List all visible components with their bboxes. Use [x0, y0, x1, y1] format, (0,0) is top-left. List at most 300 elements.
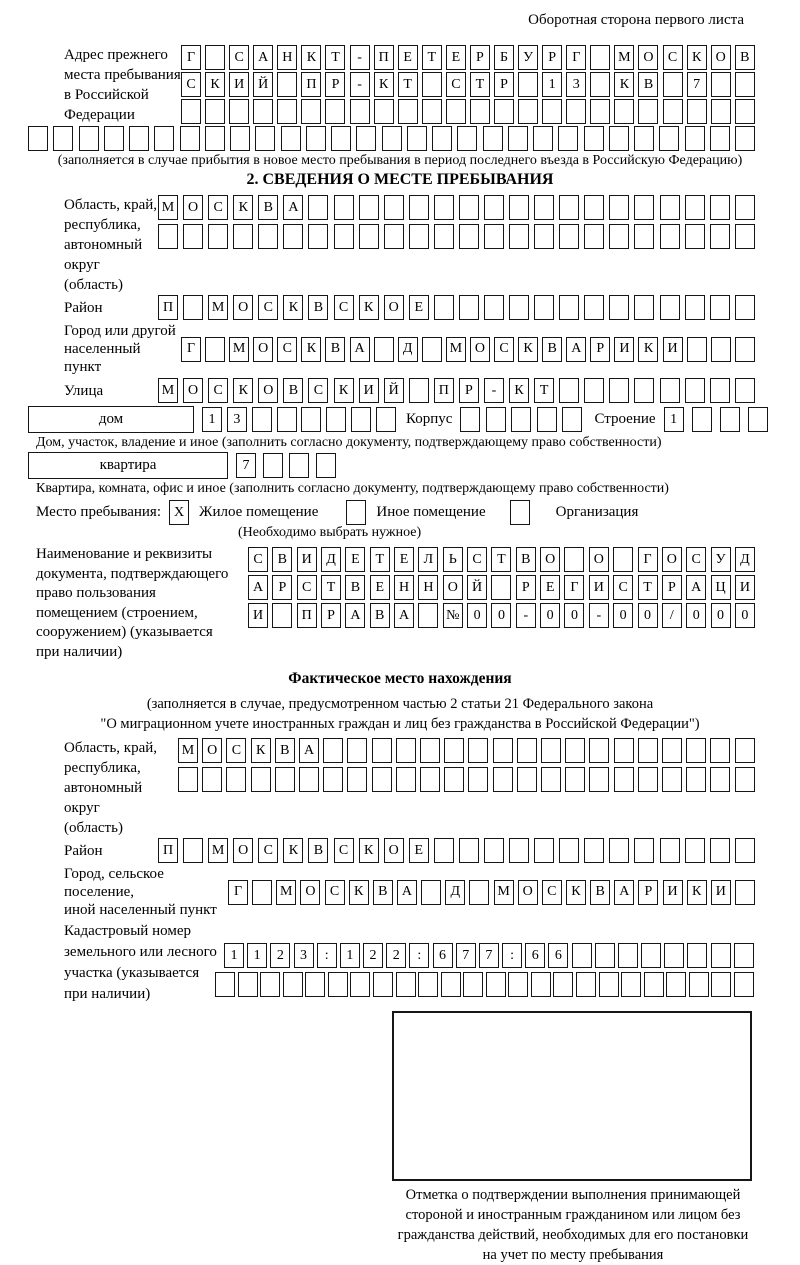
- char-cell: К: [509, 378, 529, 403]
- char-cell: [493, 767, 513, 792]
- char-cell: [541, 738, 561, 763]
- char-cell: В: [542, 337, 562, 362]
- char-cell: [621, 972, 641, 997]
- char-cell: Р: [325, 72, 345, 97]
- char-cell: А: [394, 603, 414, 628]
- cadastral-rows: [224, 921, 754, 1005]
- char-cell: К: [334, 378, 354, 403]
- label-line: при наличии): [64, 986, 151, 1002]
- label-line: автономный: [64, 237, 143, 253]
- char-cell: 6: [525, 943, 545, 968]
- char-cell: И: [614, 337, 634, 362]
- char-cell: У: [711, 547, 731, 572]
- char-cell: [205, 99, 225, 124]
- char-cell: [662, 738, 682, 763]
- label-line: право пользования: [36, 585, 156, 601]
- char-cell: Й: [467, 575, 487, 600]
- char-cell: [541, 767, 561, 792]
- char-cell: Е: [409, 838, 429, 863]
- label-line: Федерации: [64, 107, 135, 123]
- char-cell: О: [384, 838, 404, 863]
- prev-address-row-2: [181, 72, 755, 97]
- house-row: [28, 406, 800, 433]
- district-boxes: [158, 295, 755, 320]
- char-cell: [584, 838, 604, 863]
- char-cell: [351, 407, 371, 432]
- char-cell: [283, 224, 303, 249]
- char-cell: С: [334, 838, 354, 863]
- char-cell: Р: [470, 45, 490, 70]
- label-line: иной населенный пункт: [64, 902, 217, 918]
- char-cell: 6: [433, 943, 453, 968]
- char-cell: М: [446, 337, 466, 362]
- char-cell: [486, 407, 506, 432]
- char-cell: [301, 407, 321, 432]
- char-cell: [484, 295, 504, 320]
- char-cell: [685, 195, 705, 220]
- char-cell: О: [662, 547, 682, 572]
- char-cell: [509, 838, 529, 863]
- char-cell: В: [516, 547, 536, 572]
- char-cell: О: [233, 838, 253, 863]
- char-cell: П: [301, 72, 321, 97]
- char-cell: :: [502, 943, 522, 968]
- char-cell: К: [359, 838, 379, 863]
- char-cell: [710, 224, 730, 249]
- char-cell: [305, 972, 325, 997]
- char-cell: [710, 738, 730, 763]
- char-cell: [233, 224, 253, 249]
- char-cell: В: [325, 337, 345, 362]
- char-cell: [566, 99, 586, 124]
- char-cell: [609, 838, 629, 863]
- char-cell: Е: [370, 575, 390, 600]
- char-cell: Т: [370, 547, 390, 572]
- char-cell: [483, 126, 503, 151]
- label-line: автономный округ: [64, 780, 143, 816]
- char-cell: [613, 547, 633, 572]
- char-cell: П: [434, 378, 454, 403]
- char-cell: В: [308, 838, 328, 863]
- char-cell: [484, 224, 504, 249]
- char-cell: 1: [542, 72, 562, 97]
- char-cell: [202, 767, 222, 792]
- street-row: [64, 378, 800, 403]
- char-cell: [509, 224, 529, 249]
- actual-region-row-2: [178, 767, 755, 792]
- label-line: на учет по месту пребывания: [482, 1247, 664, 1263]
- char-cell: [420, 767, 440, 792]
- char-cell: [565, 738, 585, 763]
- char-cell: К: [233, 378, 253, 403]
- char-cell: В: [345, 575, 365, 600]
- label-line: Область, край,: [64, 740, 158, 756]
- char-cell: [350, 972, 370, 997]
- char-cell: М: [178, 738, 198, 763]
- cadastral-row-2: [215, 972, 754, 997]
- char-cell: Р: [662, 575, 682, 600]
- char-cell: Р: [542, 45, 562, 70]
- prev-address-note: (заполняется в случае прибытия в новое место пребывания в период последнего въезда в Российскую Федерацию): [57, 153, 743, 168]
- char-cell: 3: [227, 407, 247, 432]
- char-cell: П: [158, 295, 178, 320]
- char-cell: С: [229, 45, 249, 70]
- stay-option-checkbox-org: [510, 500, 530, 525]
- char-cell: Е: [446, 45, 466, 70]
- char-cell: Р: [590, 337, 610, 362]
- char-cell: [422, 337, 442, 362]
- document-row-1: [248, 547, 755, 572]
- char-cell: К: [205, 72, 225, 97]
- region-label: [64, 195, 158, 295]
- char-cell: Д: [398, 337, 418, 362]
- char-cell: 1: [247, 943, 267, 968]
- char-cell: [634, 838, 654, 863]
- char-cell: [562, 407, 582, 432]
- prev-address-label: [64, 45, 181, 126]
- char-cell: [638, 767, 658, 792]
- char-cell: [434, 838, 454, 863]
- char-cell: О: [183, 378, 203, 403]
- char-cell: [595, 943, 615, 968]
- char-cell: В: [373, 880, 393, 905]
- char-cell: [685, 126, 705, 151]
- char-cell: [263, 453, 283, 478]
- char-cell: [710, 767, 730, 792]
- char-cell: А: [350, 337, 370, 362]
- char-cell: Н: [394, 575, 414, 600]
- char-cell: [748, 407, 768, 432]
- document-row-3: [248, 603, 755, 628]
- char-cell: 3: [294, 943, 314, 968]
- stay-type-label: Место пребывания:: [36, 504, 161, 520]
- char-cell: М: [276, 880, 296, 905]
- char-cell: Й: [384, 378, 404, 403]
- char-cell: [396, 767, 416, 792]
- char-cell: А: [248, 575, 268, 600]
- char-cell: [494, 99, 514, 124]
- char-cell: Й: [253, 72, 273, 97]
- char-cell: О: [518, 880, 538, 905]
- char-cell: 0: [638, 603, 658, 628]
- stay-option-checkbox-inoe: [346, 500, 366, 525]
- char-cell: [590, 99, 610, 124]
- char-cell: [710, 295, 730, 320]
- char-cell: К: [301, 45, 321, 70]
- char-cell: И: [663, 880, 683, 905]
- korpus-boxes: [460, 407, 582, 432]
- char-cell: К: [518, 337, 538, 362]
- char-cell: [572, 943, 592, 968]
- char-cell: С: [208, 195, 228, 220]
- char-cell: О: [443, 575, 463, 600]
- char-cell: [686, 767, 706, 792]
- char-cell: И: [711, 880, 731, 905]
- char-cell: С: [208, 378, 228, 403]
- korpus-label: Корпус: [406, 411, 453, 427]
- char-cell: [534, 224, 554, 249]
- char-cell: [316, 453, 336, 478]
- char-cell: [609, 295, 629, 320]
- label-line: республика,: [64, 760, 141, 776]
- char-cell: 0: [613, 603, 633, 628]
- char-cell: [735, 378, 755, 403]
- char-cell: 0: [711, 603, 731, 628]
- stay-option-label-inoe: Иное помещение: [376, 504, 486, 520]
- char-cell: [659, 126, 679, 151]
- char-cell: [517, 738, 537, 763]
- document-block: [36, 545, 800, 662]
- char-cell: [710, 126, 730, 151]
- prev-address-block: [64, 45, 800, 126]
- char-cell: [434, 195, 454, 220]
- label-line: сооружением) (указывается: [36, 624, 213, 640]
- char-cell: [460, 407, 480, 432]
- char-cell: 2: [270, 943, 290, 968]
- char-cell: -: [589, 603, 609, 628]
- char-cell: [508, 126, 528, 151]
- char-cell: К: [687, 45, 707, 70]
- char-cell: :: [317, 943, 337, 968]
- char-cell: О: [638, 45, 658, 70]
- char-cell: С: [248, 547, 268, 572]
- char-cell: [289, 453, 309, 478]
- actual-district-label: Район: [64, 842, 103, 859]
- char-cell: Р: [638, 880, 658, 905]
- char-cell: В: [735, 45, 755, 70]
- char-cell: -: [350, 45, 370, 70]
- char-cell: [734, 943, 754, 968]
- char-cell: [689, 972, 709, 997]
- document-row-2: [248, 575, 755, 600]
- actual-city-label: [64, 865, 228, 919]
- char-cell: С: [686, 547, 706, 572]
- char-cell: У: [518, 45, 538, 70]
- section2-title: 2. СВЕДЕНИЯ О МЕСТЕ ПРЕБЫВАНИЯ: [246, 171, 554, 188]
- char-cell: С: [297, 575, 317, 600]
- char-cell: [660, 224, 680, 249]
- char-cell: [531, 972, 551, 997]
- char-cell: [205, 45, 225, 70]
- char-cell: [459, 224, 479, 249]
- char-cell: 0: [491, 603, 511, 628]
- char-cell: К: [251, 738, 271, 763]
- char-cell: А: [566, 337, 586, 362]
- label-line: стороной и иностранным гражданином или лицом без: [405, 1207, 741, 1223]
- char-cell: [277, 99, 297, 124]
- char-cell: [323, 767, 343, 792]
- char-cell: [277, 407, 297, 432]
- char-cell: В: [308, 295, 328, 320]
- actual-district-boxes: [158, 838, 755, 863]
- char-cell: [446, 99, 466, 124]
- stay-option-checkbox-zhiloe: X: [169, 500, 189, 525]
- char-cell: [710, 195, 730, 220]
- char-cell: [735, 295, 755, 320]
- char-cell: Д: [445, 880, 465, 905]
- char-cell: Т: [321, 575, 341, 600]
- char-cell: [618, 943, 638, 968]
- label-line: гражданства действий, необходимых для его постановки: [397, 1227, 749, 1243]
- char-cell: [253, 99, 273, 124]
- char-cell: [238, 972, 258, 997]
- actual-city-boxes: [228, 880, 755, 905]
- char-cell: В: [275, 738, 295, 763]
- char-cell: [614, 738, 634, 763]
- char-cell: [374, 337, 394, 362]
- char-cell: [609, 195, 629, 220]
- char-cell: [735, 838, 755, 863]
- char-cell: [735, 738, 755, 763]
- char-cell: -: [516, 603, 536, 628]
- char-cell: М: [208, 295, 228, 320]
- char-cell: С: [542, 880, 562, 905]
- char-cell: [711, 943, 731, 968]
- char-cell: [559, 224, 579, 249]
- char-cell: [434, 295, 454, 320]
- apartment-label-box: квартира: [28, 452, 228, 479]
- char-cell: [409, 224, 429, 249]
- stay-option-label-zhiloe: Жилое помещение: [199, 504, 319, 520]
- char-cell: 1: [202, 407, 222, 432]
- char-cell: [491, 575, 511, 600]
- region-rows: [158, 195, 755, 295]
- label-line: республика,: [64, 217, 141, 233]
- char-cell: [711, 99, 731, 124]
- label-line: "О миграционном учете иностранных граждан и лиц без гражданства в Российской Федерации"): [100, 716, 700, 732]
- char-cell: [28, 126, 48, 151]
- char-cell: О: [470, 337, 490, 362]
- char-cell: И: [229, 72, 249, 97]
- apartment-row: [28, 452, 800, 479]
- char-cell: [372, 738, 392, 763]
- stay-type-hint: (Необходимо выбрать нужное): [238, 525, 422, 540]
- page-side-label: Оборотная сторона первого листа: [528, 12, 744, 28]
- char-cell: [735, 767, 755, 792]
- char-cell: [252, 880, 272, 905]
- cadastral-row-1: [224, 943, 754, 968]
- char-cell: С: [467, 547, 487, 572]
- char-cell: 0: [735, 603, 755, 628]
- char-cell: 0: [686, 603, 706, 628]
- prev-address-row-3: [181, 99, 755, 124]
- char-cell: [735, 126, 755, 151]
- char-cell: [484, 195, 504, 220]
- char-cell: И: [589, 575, 609, 600]
- char-cell: М: [158, 195, 178, 220]
- char-cell: А: [299, 738, 319, 763]
- char-cell: [614, 99, 634, 124]
- char-cell: М: [158, 378, 178, 403]
- confirmation-stamp-caption: [384, 1185, 762, 1265]
- char-cell: [641, 943, 661, 968]
- char-cell: Р: [494, 72, 514, 97]
- char-cell: [609, 378, 629, 403]
- city-row: [64, 322, 800, 376]
- char-cell: [685, 378, 705, 403]
- prev-address-row-4: [28, 126, 755, 151]
- label-line: Адрес прежнего: [64, 47, 168, 63]
- char-cell: :: [409, 943, 429, 968]
- street-boxes: [158, 378, 755, 403]
- char-cell: [542, 99, 562, 124]
- label-line: Отметка о подтверждении выполнения принимающей: [405, 1187, 741, 1203]
- char-cell: 1: [340, 943, 360, 968]
- char-cell: [376, 407, 396, 432]
- actual-city-row: [64, 865, 800, 919]
- char-cell: [711, 72, 731, 97]
- char-cell: 0: [467, 603, 487, 628]
- char-cell: [584, 195, 604, 220]
- char-cell: И: [359, 378, 379, 403]
- char-cell: [584, 378, 604, 403]
- char-cell: К: [374, 72, 394, 97]
- char-cell: [664, 943, 684, 968]
- char-cell: [308, 224, 328, 249]
- char-cell: Т: [534, 378, 554, 403]
- char-cell: [229, 99, 249, 124]
- char-cell: [638, 99, 658, 124]
- char-cell: [534, 295, 554, 320]
- char-cell: Е: [345, 547, 365, 572]
- char-cell: Т: [638, 575, 658, 600]
- region-block: [64, 195, 800, 295]
- char-cell: [711, 972, 731, 997]
- char-cell: [459, 838, 479, 863]
- char-cell: Р: [516, 575, 536, 600]
- char-cell: [459, 295, 479, 320]
- char-cell: [359, 224, 379, 249]
- label-line: Город или другой: [64, 323, 176, 339]
- stay-option-label-org: Организация: [555, 504, 639, 520]
- char-cell: Ц: [711, 575, 731, 600]
- char-cell: [325, 99, 345, 124]
- char-cell: Г: [228, 880, 248, 905]
- char-cell: [735, 72, 755, 97]
- char-cell: С: [308, 378, 328, 403]
- char-cell: О: [711, 45, 731, 70]
- apartment-boxes: [236, 453, 336, 478]
- stay-type-row: [36, 500, 800, 525]
- char-cell: [534, 195, 554, 220]
- char-cell: [396, 738, 416, 763]
- char-cell: [444, 767, 464, 792]
- char-cell: О: [258, 378, 278, 403]
- label-line: округ (область): [64, 257, 123, 293]
- char-cell: С: [494, 337, 514, 362]
- label-line: населенный пункт: [64, 341, 141, 375]
- char-cell: [301, 99, 321, 124]
- house-note: Дом, участок, владение и иное (заполнить согласно документу, подтверждающему право собственности): [36, 435, 662, 450]
- char-cell: 7: [456, 943, 476, 968]
- char-cell: [326, 407, 346, 432]
- char-cell: 7: [479, 943, 499, 968]
- char-cell: [685, 295, 705, 320]
- char-cell: [444, 738, 464, 763]
- char-cell: Н: [277, 45, 297, 70]
- char-cell: Ь: [443, 547, 463, 572]
- char-cell: Т: [470, 72, 490, 97]
- char-cell: К: [638, 337, 658, 362]
- char-cell: [638, 738, 658, 763]
- label-line: в Российской: [64, 87, 149, 103]
- char-cell: А: [397, 880, 417, 905]
- char-cell: [347, 767, 367, 792]
- char-cell: №: [443, 603, 463, 628]
- char-cell: [299, 767, 319, 792]
- char-cell: В: [272, 547, 292, 572]
- char-cell: Р: [459, 378, 479, 403]
